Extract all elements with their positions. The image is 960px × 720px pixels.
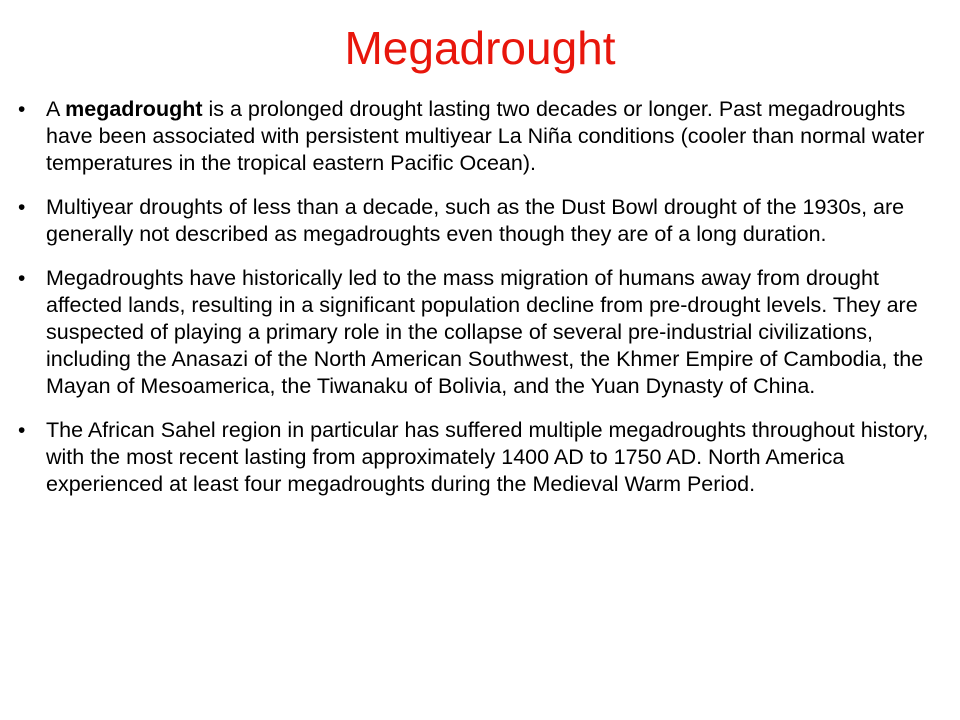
bullet-text-lead: A — [46, 97, 66, 121]
bullet-text: Multiyear droughts of less than a decade, such as the Dust Bowl drought of the 1930s, are generally not described as megadroughts even though they are of a long duration. — [46, 195, 905, 246]
bullet-text-rest: is a prolonged drought lasting two decades or longer. Past megadroughts have been associated with persistent multiyear La Niña conditions (cooler than normal water temperatures in the tropical eastern Pacific Ocean). — [46, 97, 925, 175]
bullet-dot-icon: • — [18, 98, 26, 121]
bullet-text: Megadroughts have historically led to the mass migration of humans away from drought affected lands, resulting in a significant population decline from pre-drought levels. They are suspected of playing a primary role in the collapse of several pre-industrial civilizations, including the Anasazi of the North American Southwest, the Khmer Empire of Cambodia, the Mayan of Mesoamerica, the Tiwanaku of Bolivia, and the Yuan Dynasty of China. — [46, 266, 924, 398]
bullet-dot-icon: • — [18, 196, 26, 219]
bullet-item-2 — [18, 194, 948, 248]
bullet-item-4 — [18, 417, 948, 498]
bullet-text: The African Sahel region in particular has suffered multiple megadroughts throughout history, with the most recent lasting from approximately 1400 AD to 1750 AD. North America experienced at least four megadroughts during the Medieval Warm Period. — [46, 418, 929, 496]
bullet-dot-icon: • — [18, 419, 26, 442]
slide-title: Megadrought — [344, 22, 616, 74]
bullet-item-1 — [18, 96, 948, 177]
bullet-list — [18, 96, 948, 515]
bullet-item-3 — [18, 265, 948, 400]
bullet-text — [46, 97, 924, 175]
bullet-term-bold: megadrought — [65, 97, 203, 121]
bullet-dot-icon: • — [18, 267, 26, 290]
